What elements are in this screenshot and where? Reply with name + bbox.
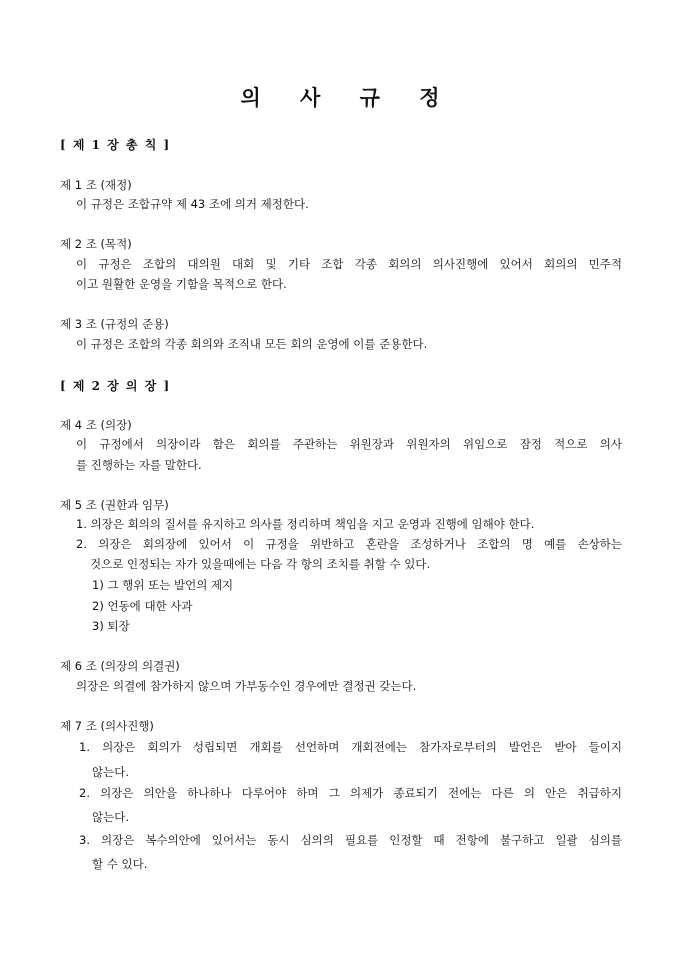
article-4-text-line-2: 를 진행하는 자를 말한다. (76, 458, 202, 472)
article-7-item-2-line-2: 않는다. (92, 810, 129, 824)
article-5-subitem-2: 2) 언동에 대한 사과 (92, 599, 193, 613)
article-1-heading: 제 1 조 (재정) (60, 178, 132, 192)
article-3-text: 이 규정은 조합의 각종 회의와 조직내 모든 회의 운영에 이를 준용한다. (76, 337, 428, 351)
article-5-item-2-line-2: 것으로 인정되는 자가 있을때에는 다음 각 항의 조치를 취할 수 있다. (90, 557, 431, 571)
article-3-heading: 제 3 조 (규정의 준용) (60, 317, 169, 331)
article-7-item-3-line-1: 3. 의장은 복수의안에 있어서는 동시 심의의 필요를 인정할 때 전항에 불구하고 일괄 심의를 (79, 833, 622, 847)
article-5-heading: 제 5 조 (권한과 임무) (60, 498, 169, 512)
article-5-subitem-1: 1) 그 행위 또는 발언의 제지 (92, 578, 234, 592)
article-7-item-2-line-1: 2. 의장은 의안을 하나하나 다루어야 하며 그 의제가 종료되기 전에는 다른 의 안은 취급하지 (79, 786, 622, 800)
article-5-subitem-3: 3) 퇴장 (92, 619, 130, 633)
article-5-item-1: 1. 의장은 회의의 질서를 유지하고 의사를 정리하며 책임을 지고 운영과 진행에 임해야 한다. (76, 517, 535, 531)
article-6-heading: 제 6 조 (의장의 의결권) (60, 659, 180, 673)
article-7-item-1-line-2: 않는다. (92, 765, 129, 779)
article-4-heading: 제 4 조 (의장) (60, 418, 132, 432)
chapter-1-heading: [ 제 1 장 총 칙 ] (60, 138, 171, 152)
article-1-text: 이 규정은 조합규약 제 43 조에 의거 제정한다. (76, 197, 309, 211)
article-2-heading: 제 2 조 (목적) (60, 237, 132, 251)
article-7-item-3-line-2: 할 수 있다. (92, 857, 148, 871)
document-title: 의 사 규 정 (240, 85, 456, 110)
article-5-item-2-line-1: 2. 의장은 회의장에 있어서 이 규정을 위반하고 혼란을 조성하거나 조합의 명 예를 손상하는 (76, 537, 622, 551)
article-2-text-line-2: 이고 원활한 운영을 기함을 목적으로 한다. (76, 277, 287, 291)
article-2-text-line-1: 이 규정은 조합의 대의원 대회 및 기타 조합 각종 회의의 의사진행에 있어서 회의의 민주적 (76, 257, 622, 271)
article-4-text-line-1: 이 규정에서 의장이라 함은 회의를 주관하는 위원장과 위원자의 위임으로 잠정 적으로 의사 (76, 437, 622, 451)
article-7-item-1-line-1: 1. 의장은 회의가 성립되면 개회를 선언하며 개회전에는 참가자로부터의 발언은 받아 들이지 (79, 740, 622, 754)
article-7-heading: 제 7 조 (의사진행) (60, 719, 154, 733)
article-6-text: 의장은 의결에 참가하지 않으며 가부동수인 경우에만 결정권 갖는다. (76, 679, 417, 693)
chapter-2-heading: [ 제 2 장 의 장 ] (60, 379, 171, 393)
